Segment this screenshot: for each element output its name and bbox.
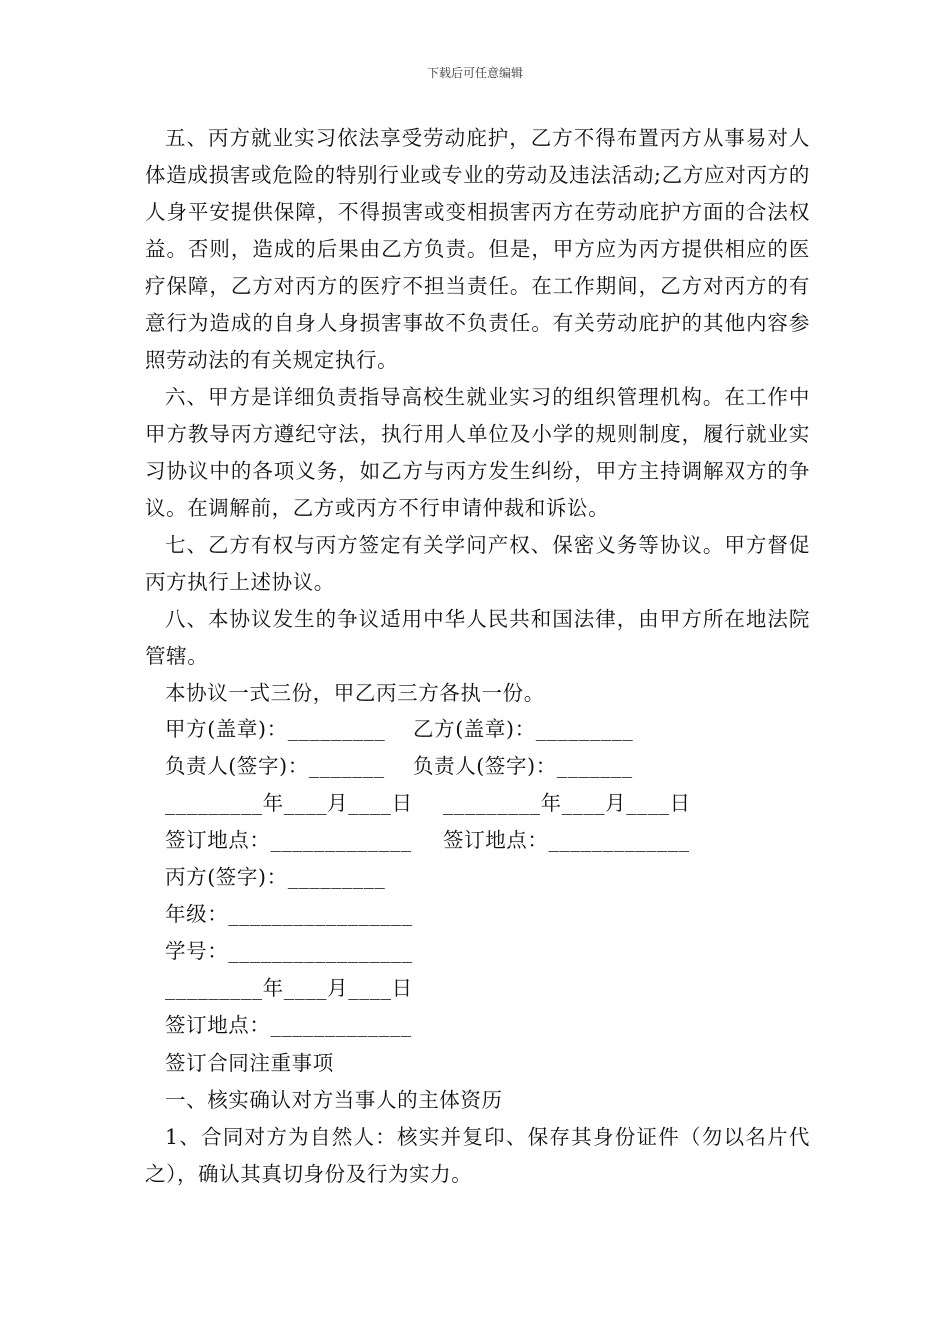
party-b-place: 签订地点：_____________: [443, 828, 690, 852]
party-c-place: 签订地点：_____________: [165, 1013, 412, 1037]
notes-item-one: 一、核实确认对方当事人的主体资历: [165, 1088, 503, 1112]
clause-eight: 八、本协议发生的争议适用中华人民共和国法律，由甲方所在地法院管辖。: [145, 607, 810, 668]
party-a-seal: 甲方(盖章)：_________: [165, 717, 386, 741]
student-id-field: 学号：_________________: [165, 939, 413, 963]
grade-field: 年级：_________________: [165, 902, 413, 926]
party-c-date: _________年____月____日: [165, 976, 413, 1000]
party-a-date: _________年____月____日: [165, 791, 413, 815]
clause-six: 六、甲方是详细负责指导高校生就业实习的组织管理机构。在工作中甲方教导丙方遵纪守法，执行用人单位及小学的规则制度，履行就业实习协议中的各项义务，如乙方与丙方发生纠纷，甲方主持调解双方的争议。在调解前，乙方或丙方不行申请仲裁和诉讼。: [145, 385, 810, 520]
notes-item-one-one: 1、合同对方为自然人：核实并复印、保存其身份证件（勿以名片代之），确认其真切身份及行为实力。: [145, 1125, 810, 1186]
clause-seven: 七、乙方有权与丙方签定有关学问产权、保密义务等协议。甲方督促丙方执行上述协议。: [145, 533, 810, 594]
party-b-seal: 乙方(盖章)：_________: [413, 717, 634, 741]
copies-statement: 本协议一式三份，甲乙丙三方各执一份。: [165, 681, 545, 705]
party-c-signature: 丙方(签字)：_________: [165, 865, 386, 889]
party-b-date: _________年____月____日: [443, 791, 691, 815]
party-a-responsible: 负责人(签字)：_______: [165, 754, 385, 778]
notes-title: 签订合同注重事项: [165, 1051, 334, 1075]
party-a-place: 签订地点：_____________: [165, 828, 412, 852]
party-b-responsible: 负责人(签字)：_______: [413, 754, 633, 778]
clause-five: 五、丙方就业实习依法享受劳动庇护，乙方不得布置丙方从事易对人体造成损害或危险的特别行业或专业的劳动及违法活动;乙方应对丙方的人身平安提供保障，不得损害或变相损害丙方在劳动庇护方面的合法权益。否则，造成的后果由乙方负责。但是，甲方应为丙方提供相应的医疗保障，乙方对丙方的医疗不担当责任。在工作期间，乙方对丙方的有意行为造成的自身人身损害事故不负责任。有关劳动庇护的其他内容参照劳动法的有关规定执行。: [145, 126, 810, 372]
page-header: 下载后可任意编辑: [426, 66, 523, 80]
